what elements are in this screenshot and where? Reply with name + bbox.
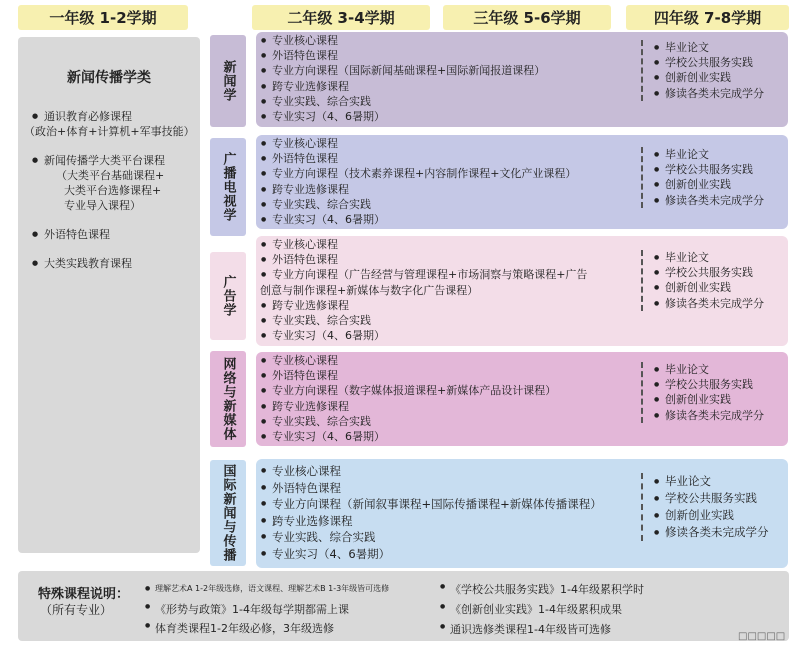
left-line-6: 专业导入课程） [64, 199, 141, 212]
left-line-2: （政治+体育+计算机+军事技能） [24, 125, 195, 138]
left-line-4: （大类平台基础课程+ [56, 169, 165, 182]
course-item: ● 跨专业选修课程 [260, 298, 587, 313]
course-item: ● 专业核心课程 [260, 237, 587, 252]
graduation-item: ● 创新创业实践 [653, 280, 764, 295]
major-box-international [256, 459, 788, 568]
course-item: ● 跨专业选修课程 [260, 513, 602, 530]
graduation-item: ● 学校公共服务实践 [653, 377, 764, 392]
left-line-5: 大类平台选修课程+ [64, 184, 162, 197]
graduation-item: ● 创新创业实践 [653, 177, 764, 192]
graduation-item: ● 毕业论文 [653, 40, 764, 55]
major-label-text: 国际新闻与传播 [220, 464, 236, 562]
major-box-broadcasting [256, 135, 788, 229]
special-note-4: ● 《学校公共服务实践》1-4年级累积学时 [450, 581, 644, 597]
graduation-item: ● 创新创业实践 [653, 507, 769, 524]
graduation-item: ● 学校公共服务实践 [653, 55, 764, 70]
graduation-item: ● 毕业论文 [653, 250, 764, 265]
major-label-text: 广播电视学 [220, 152, 236, 222]
left-line-7: ● 外语特色课程 [24, 227, 194, 242]
course-item: ● 专业核心课程 [260, 136, 576, 151]
left-item-language [24, 227, 194, 242]
left-item-general [24, 109, 194, 139]
special-note-2: ● 《形势与政策》1-4年级每学期都需上课 [155, 601, 349, 617]
graduation-item: ● 毕业论文 [653, 362, 764, 377]
left-item-practice [24, 256, 194, 271]
major-label-journalism [210, 35, 246, 127]
graduation-item: ● 学校公共服务实践 [653, 490, 769, 507]
special-note-5: ● 《创新创业实践》1-4年级累积成果 [450, 601, 622, 617]
major-label-broadcasting [210, 138, 246, 236]
graduation-item: ● 创新创业实践 [653, 70, 764, 85]
graduation-list [641, 147, 764, 208]
course-item: ● 专业方向课程（广告经营与管理课程+市场洞察与策略课程+广告 [260, 267, 587, 282]
course-item: ● 专业实习（4、6暑期） [260, 212, 576, 227]
left-line-1: ● 通识教育必修课程 [24, 109, 194, 124]
course-list [260, 136, 576, 227]
graduation-item: ● 修读各类未完成学分 [653, 408, 764, 423]
header-year2: 二年级 3-4学期 [252, 5, 430, 30]
left-item-platform [24, 153, 194, 213]
special-note-6: ● 通识选修类课程1-4年级皆可选修 [450, 621, 611, 637]
year1-panel [18, 37, 200, 553]
course-item: ● 外语特色课程 [260, 252, 587, 267]
course-list [260, 353, 556, 444]
major-box-new-media [256, 352, 788, 446]
course-item: ● 专业核心课程 [260, 463, 602, 480]
course-item: 创意与制作课程+新媒体与数字化广告课程） [260, 283, 479, 297]
graduation-item: ● 创新创业实践 [653, 392, 764, 407]
graduation-item: ● 学校公共服务实践 [653, 162, 764, 177]
graduation-item: ● 学校公共服务实践 [653, 265, 764, 280]
graduation-item: ● 修读各类未完成学分 [653, 524, 769, 541]
graduation-item: ● 毕业论文 [653, 473, 769, 490]
major-label-text: 网络与新媒体 [220, 357, 236, 441]
course-item: ● 跨专业选修课程 [260, 79, 545, 94]
course-item: ● 专业实习（4、6暑期） [260, 546, 602, 563]
course-list [260, 237, 587, 343]
header-year1: 一年级 1-2学期 [18, 5, 188, 30]
course-list [260, 463, 602, 562]
graduation-item: ● 修读各类未完成学分 [653, 193, 764, 208]
course-item: ● 外语特色课程 [260, 368, 556, 383]
course-item: ● 专业实践、综合实践 [260, 94, 545, 109]
graduation-item: ● 修读各类未完成学分 [653, 86, 764, 101]
course-item: ● 跨专业选修课程 [260, 399, 556, 414]
course-item: ● 专业核心课程 [260, 33, 545, 48]
course-item: ● 外语特色课程 [260, 480, 602, 497]
special-subtitle: （所有专业） [40, 603, 113, 617]
course-item: ● 专业实践、综合实践 [260, 197, 576, 212]
course-item: ● 专业方向课程（国际新闻基础课程+国际新闻报道课程） [260, 63, 545, 78]
major-box-advertising [256, 236, 788, 346]
major-label-advertising [210, 252, 246, 340]
special-note-1: ● 理解艺术A 1-2年级选修，语文课程、理解艺术B 1-3年级皆可选修 [155, 583, 389, 594]
major-label-text: 广告学 [220, 275, 236, 317]
course-item: ● 专业实习（4、6暑期） [260, 328, 587, 343]
graduation-item: ● 修读各类未完成学分 [653, 296, 764, 311]
special-note-3: ● 体育类课程1-2年级必修，3年级选修 [155, 620, 334, 636]
course-item: ● 外语特色课程 [260, 48, 545, 63]
graduation-list [641, 362, 764, 423]
left-title: 新闻传播学类 [67, 70, 151, 86]
course-item: ● 外语特色课程 [260, 151, 576, 166]
major-label-new-media [210, 351, 246, 447]
special-title: 特殊课程说明： [38, 587, 130, 602]
course-item: ● 专业实践、综合实践 [260, 414, 556, 429]
header-year4: 四年级 7-8学期 [626, 5, 789, 30]
major-label-text: 新闻学 [220, 60, 236, 102]
course-item: ● 专业方向课程（新闻叙事课程+国际传播课程+新媒体传播课程） [260, 496, 602, 513]
graduation-item: ● 毕业论文 [653, 147, 764, 162]
graduation-list [641, 40, 764, 101]
course-item: ● 专业核心课程 [260, 353, 556, 368]
graduation-list [641, 250, 764, 311]
graduation-list [641, 473, 769, 541]
course-item: ● 专业实践、综合实践 [260, 313, 587, 328]
course-item: ● 专业方向课程（数字媒体报道课程+新媒体产品设计课程） [260, 383, 556, 398]
major-label-international [210, 460, 246, 566]
special-notes-panel [18, 571, 789, 641]
major-box-journalism [256, 32, 788, 127]
footnote-mark: □□□□□ [738, 631, 786, 642]
course-item: ● 专业实习（4、6暑期） [260, 109, 545, 124]
left-line-3: ● 新闻传播学大类平台课程 [24, 153, 194, 168]
course-item: ● 跨专业选修课程 [260, 182, 576, 197]
left-line-8: ● 大类实践教育课程 [24, 256, 194, 271]
course-list [260, 33, 545, 124]
course-item: ● 专业实习（4、6暑期） [260, 429, 556, 444]
header-year3: 三年级 5-6学期 [443, 5, 611, 30]
course-item: ● 专业方向课程（技术素养课程+内容制作课程+文化产业课程） [260, 166, 576, 181]
course-item: ● 专业实践、综合实践 [260, 529, 602, 546]
